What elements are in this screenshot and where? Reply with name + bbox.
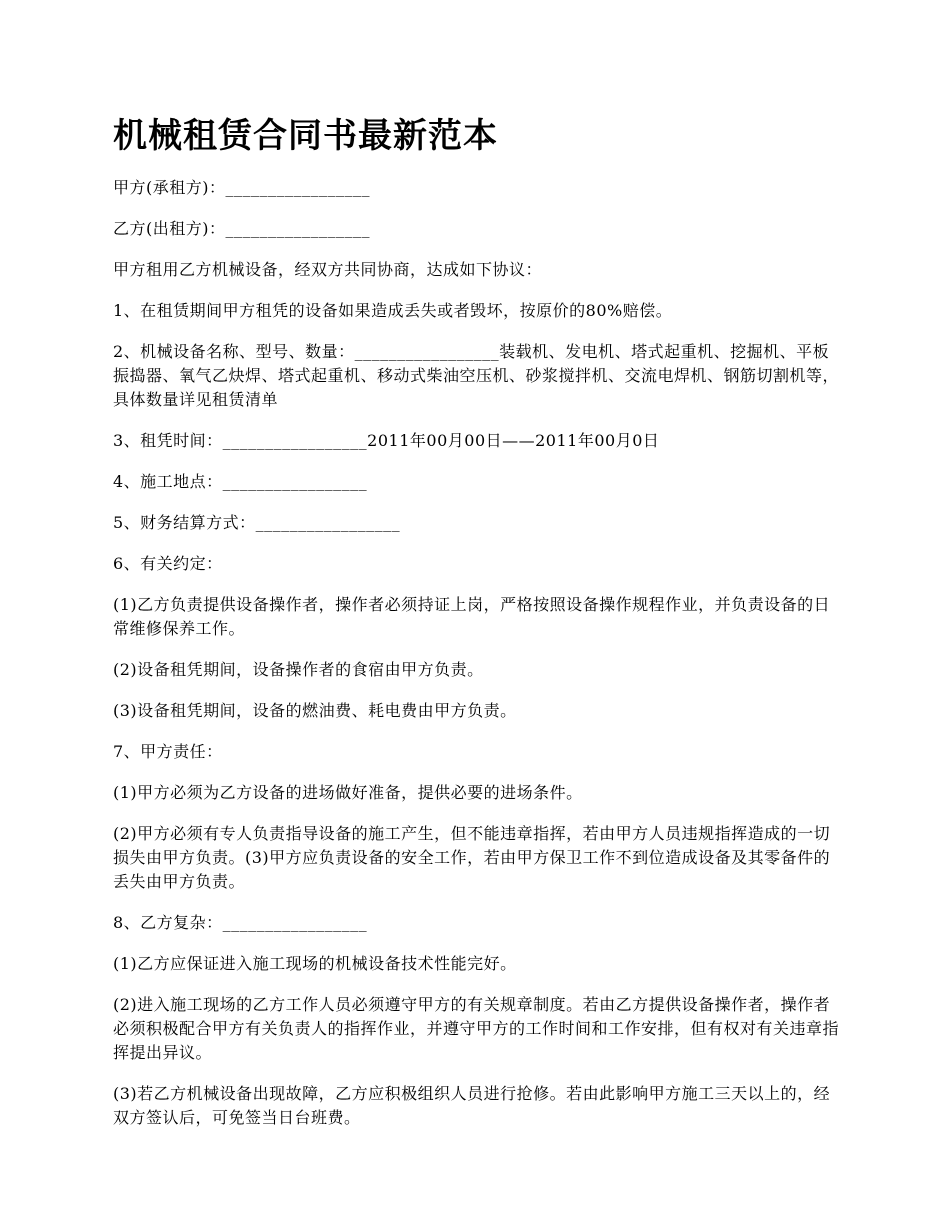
clause-7-item-2: (2)甲方必须有专人负责指导设备的施工产生，但不能违章指挥，若由甲方人员违规指挥造成的一切损失由甲方负责。(3)甲方应负责设备的安全工作，若由甲方保卫工作不到位造成设备及其零备件的丢失由甲方负责。 bbox=[113, 824, 831, 891]
clause-6-heading: 6、有关约定： bbox=[113, 554, 223, 573]
party-b-line: 乙方(出租方)：_________________ bbox=[113, 219, 370, 238]
clause-6-item-1: (1)乙方负责提供设备操作者，操作者必须持证上岗，严格按照设备操作规程作业，并负责设备的日常维修保养工作。 bbox=[113, 595, 831, 638]
clause-6-item-2: (2)设备租凭期间，设备操作者的食宿由甲方负责。 bbox=[113, 660, 484, 679]
party-a-line: 甲方(承租方)：_________________ bbox=[113, 178, 370, 197]
clause-5: 5、财务结算方式：_________________ bbox=[113, 513, 401, 532]
clause-3: 3、租凭时间：_________________2011年00月00日——2011年00月0日 bbox=[113, 431, 660, 450]
agreement-intro: 甲方租用乙方机械设备，经双方共同协商，达成如下协议： bbox=[113, 260, 543, 279]
clause-2: 2、机械设备名称、型号、数量：_________________装载机、发电机、塔式起重机、挖掘机、平板振捣器、氧气乙炔焊、塔式起重机、移动式柴油空压机、砂浆搅拌机、交流电焊机、钢筋切割机等，具体数量详见租赁清单 bbox=[113, 342, 840, 409]
clause-8-item-2: (2)进入施工现场的乙方工作人员必须遵守甲方的有关规章制度。若由乙方提供设备操作者，操作者必须积极配合甲方有关负责人的指挥作业，并遵守甲方的工作时间和工作安排，但有权对有关违章指挥提出异议。 bbox=[113, 995, 840, 1062]
clause-7-item-1: (1)甲方必须为乙方设备的进场做好准备，提供必要的进场条件。 bbox=[113, 783, 583, 802]
clause-8-item-3: (3)若乙方机械设备出现故障，乙方应积极组织人员进行抢修。若由此影响甲方施工三天以上的，经双方签认后，可免签当日台班费。 bbox=[113, 1084, 831, 1127]
clause-8-heading: 8、乙方复杂：_________________ bbox=[113, 913, 368, 932]
document-title: 机械租赁合同书最新范本 bbox=[113, 116, 498, 156]
clause-7-heading: 7、甲方责任： bbox=[113, 742, 223, 761]
clause-1: 1、在租赁期间甲方租凭的设备如果造成丢失或者毁坏，按原价的80%赔偿。 bbox=[113, 301, 673, 320]
clause-8-item-1: (1)乙方应保证进入施工现场的机械设备技术性能完好。 bbox=[113, 954, 517, 973]
document-page bbox=[113, 112, 843, 1147]
clause-6-item-3: (3)设备租凭期间，设备的燃油费、耗电费由甲方负责。 bbox=[113, 701, 517, 720]
clause-4: 4、施工地点：_________________ bbox=[113, 472, 368, 491]
